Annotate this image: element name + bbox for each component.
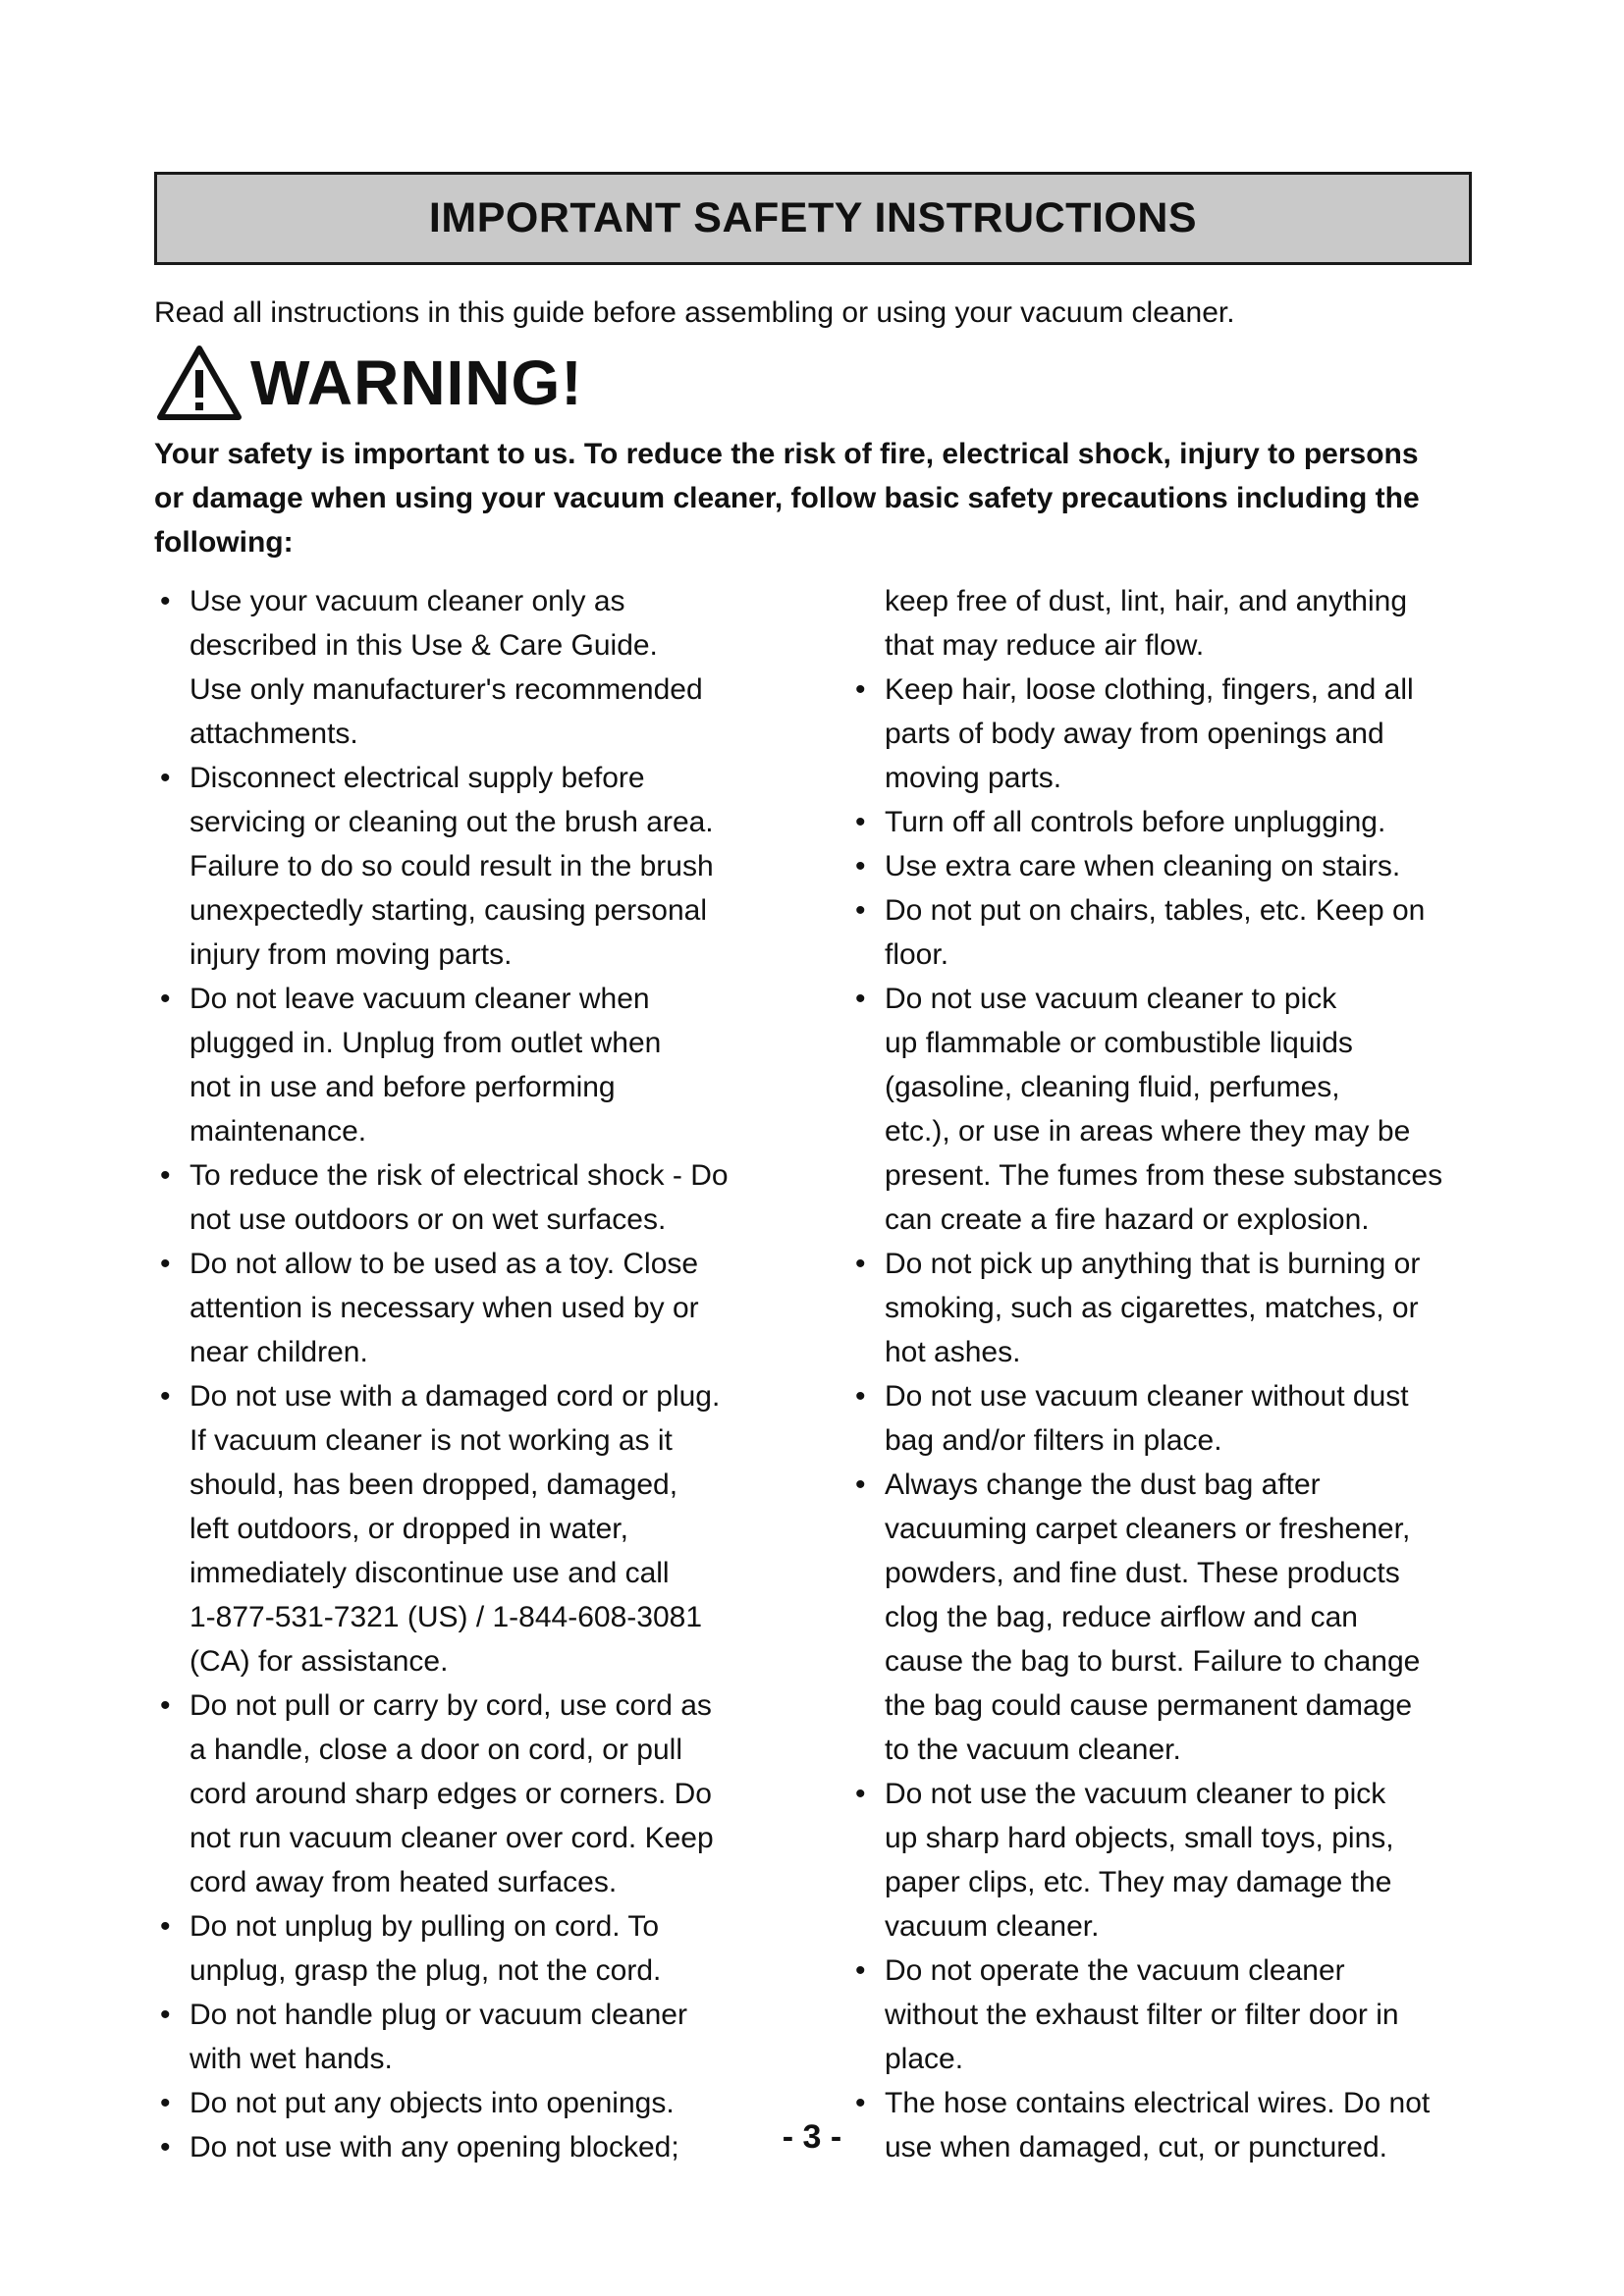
instruction-line: 1-877-531-7321 (US) / 1-844-608-3081 bbox=[189, 1601, 702, 1633]
warning-label: WARNING! bbox=[250, 347, 583, 418]
right-instruction-column bbox=[849, 579, 1488, 2169]
left-instruction-column bbox=[154, 579, 792, 2169]
instruction-item bbox=[849, 977, 1488, 1242]
instruction-item bbox=[154, 1153, 792, 1242]
instruction-line: unplug, grasp the plug, not the cord. bbox=[189, 1954, 662, 1987]
instruction-line: cord around sharp edges or corners. Do bbox=[189, 1778, 712, 1810]
instruction-item bbox=[849, 844, 1488, 888]
instruction-line: Do not put any objects into openings. bbox=[189, 2087, 675, 2119]
instruction-line: up flammable or combustible liquids bbox=[885, 1027, 1353, 1059]
instruction-line: the bag could cause permanent damage bbox=[885, 1689, 1413, 1722]
safety-line: Your safety is important to us. To reduce the risk of fire, electrical shock, injury to persons bbox=[154, 438, 1419, 470]
instruction-line: Disconnect electrical supply before bbox=[189, 762, 645, 794]
bullet-icon: • bbox=[855, 1778, 866, 1810]
bullet-icon: • bbox=[160, 983, 171, 1015]
right-instruction-list bbox=[849, 667, 1488, 2169]
instruction-line: with wet hands. bbox=[189, 2043, 393, 2075]
instruction-line: Use only manufacturer's recommended bbox=[189, 673, 703, 706]
instruction-line: hot ashes. bbox=[885, 1336, 1021, 1368]
bullet-icon: • bbox=[160, 1910, 171, 1943]
instruction-line: vacuum cleaner. bbox=[885, 1910, 1100, 1943]
safety-line: following: bbox=[154, 526, 294, 559]
instruction-line: Use extra care when cleaning on stairs. bbox=[885, 850, 1401, 882]
instruction-item bbox=[849, 667, 1488, 800]
instruction-line: Do not use vacuum cleaner without dust bbox=[885, 1380, 1409, 1413]
instruction-line: Do not pull or carry by cord, use cord as bbox=[189, 1689, 712, 1722]
instruction-line: paper clips, etc. They may damage the bbox=[885, 1866, 1392, 1898]
instruction-line: Do not operate the vacuum cleaner bbox=[885, 1954, 1345, 1987]
bullet-icon: • bbox=[160, 1999, 171, 2031]
instruction-line: Failure to do so could result in the brush bbox=[189, 850, 714, 882]
instruction-line: not run vacuum cleaner over cord. Keep bbox=[189, 1822, 714, 1854]
continued-item bbox=[849, 579, 1488, 667]
instruction-line: that may reduce air flow. bbox=[885, 629, 1205, 662]
instruction-line: (gasoline, cleaning fluid, perfumes, bbox=[885, 1071, 1340, 1103]
instruction-line: attachments. bbox=[189, 718, 358, 750]
instruction-line: left outdoors, or dropped in water, bbox=[189, 1513, 628, 1545]
instruction-line: keep free of dust, lint, hair, and anything bbox=[885, 585, 1408, 617]
bullet-icon: • bbox=[855, 1468, 866, 1501]
safety-statement bbox=[154, 432, 1475, 564]
instruction-line: Always change the dust bag after bbox=[885, 1468, 1321, 1501]
bullet-icon: • bbox=[855, 806, 866, 838]
instruction-line: Turn off all controls before unplugging. bbox=[885, 806, 1386, 838]
instruction-line: a handle, close a door on cord, or pull bbox=[189, 1734, 682, 1766]
instruction-line: To reduce the risk of electrical shock - Do bbox=[189, 1159, 729, 1192]
instruction-line: not use outdoors or on wet surfaces. bbox=[189, 1203, 667, 1236]
bullet-icon: • bbox=[160, 1380, 171, 1413]
instruction-item bbox=[849, 1242, 1488, 1374]
instruction-line: use when damaged, cut, or punctured. bbox=[885, 2131, 1387, 2163]
instruction-line: should, has been dropped, damaged, bbox=[189, 1468, 678, 1501]
instruction-line: (CA) for assistance. bbox=[189, 1645, 449, 1678]
instruction-line: Do not pick up anything that is burning or bbox=[885, 1248, 1421, 1280]
bullet-icon: • bbox=[855, 2087, 866, 2119]
instruction-item bbox=[154, 1374, 792, 1683]
instruction-item bbox=[154, 579, 792, 756]
instruction-line: Do not put on chairs, tables, etc. Keep on bbox=[885, 894, 1426, 927]
instruction-line: etc.), or use in areas where they may be bbox=[885, 1115, 1411, 1148]
instruction-line: cord away from heated surfaces. bbox=[189, 1866, 618, 1898]
instruction-item bbox=[849, 888, 1488, 977]
instruction-line: present. The fumes from these substances bbox=[885, 1159, 1443, 1192]
instruction-line: If vacuum cleaner is not working as it bbox=[189, 1424, 673, 1457]
instruction-line: not in use and before performing bbox=[189, 1071, 616, 1103]
instruction-item bbox=[154, 1683, 792, 1904]
instruction-line: described in this Use & Care Guide. bbox=[189, 629, 658, 662]
intro-text: Read all instructions in this guide before assembling or using your vacuum cleaner. bbox=[154, 296, 1235, 329]
instruction-line: up sharp hard objects, small toys, pins, bbox=[885, 1822, 1394, 1854]
instruction-line: Keep hair, loose clothing, fingers, and all bbox=[885, 673, 1414, 706]
instruction-line: The hose contains electrical wires. Do not bbox=[885, 2087, 1431, 2119]
bullet-icon: • bbox=[855, 1248, 866, 1280]
bullet-icon: • bbox=[855, 983, 866, 1015]
warning-triangle-icon bbox=[154, 343, 244, 423]
bullet-icon: • bbox=[160, 2087, 171, 2119]
safety-line: or damage when using your vacuum cleaner, follow basic safety precautions including the bbox=[154, 482, 1420, 514]
instruction-item bbox=[154, 1904, 792, 1993]
bullet-icon: • bbox=[160, 2131, 171, 2163]
instruction-line: Do not unplug by pulling on cord. To bbox=[189, 1910, 660, 1943]
bullet-icon: • bbox=[855, 1954, 866, 1987]
page-number: - 3 - bbox=[782, 2118, 842, 2156]
instruction-item bbox=[849, 1463, 1488, 1772]
instruction-item bbox=[849, 800, 1488, 844]
instruction-item bbox=[849, 1949, 1488, 2081]
bullet-icon: • bbox=[855, 673, 866, 706]
instruction-line: plugged in. Unplug from outlet when bbox=[189, 1027, 662, 1059]
instruction-line: injury from moving parts. bbox=[189, 938, 513, 971]
instruction-line: powders, and fine dust. These products bbox=[885, 1557, 1400, 1589]
instruction-line: Do not use with a damaged cord or plug. bbox=[189, 1380, 721, 1413]
instruction-line: immediately discontinue use and call bbox=[189, 1557, 670, 1589]
instruction-item bbox=[154, 1242, 792, 1374]
title-banner bbox=[154, 172, 1472, 265]
instruction-line: near children. bbox=[189, 1336, 368, 1368]
instruction-line: place. bbox=[885, 2043, 964, 2075]
bullet-icon: • bbox=[160, 1248, 171, 1280]
instruction-line: Do not leave vacuum cleaner when bbox=[189, 983, 650, 1015]
instruction-line: parts of body away from openings and bbox=[885, 718, 1384, 750]
instruction-line: moving parts. bbox=[885, 762, 1062, 794]
bullet-icon: • bbox=[855, 850, 866, 882]
bullet-icon: • bbox=[855, 894, 866, 927]
instruction-line: smoking, such as cigarettes, matches, or bbox=[885, 1292, 1419, 1324]
bullet-icon: • bbox=[855, 1380, 866, 1413]
instruction-line: without the exhaust filter or filter door in bbox=[885, 1999, 1399, 2031]
instruction-item bbox=[154, 977, 792, 1153]
bullet-icon: • bbox=[160, 1159, 171, 1192]
instruction-line: to the vacuum cleaner. bbox=[885, 1734, 1181, 1766]
instruction-line: attention is necessary when used by or bbox=[189, 1292, 699, 1324]
instruction-line: Do not allow to be used as a toy. Close bbox=[189, 1248, 699, 1280]
instruction-item bbox=[154, 756, 792, 977]
bullet-icon: • bbox=[160, 585, 171, 617]
instruction-item bbox=[154, 1993, 792, 2081]
instruction-line: cause the bag to burst. Failure to change bbox=[885, 1645, 1421, 1678]
instruction-item bbox=[849, 1772, 1488, 1949]
bullet-icon: • bbox=[160, 762, 171, 794]
instruction-line: unexpectedly starting, causing personal bbox=[189, 894, 707, 927]
instruction-item bbox=[849, 1374, 1488, 1463]
instruction-line: vacuuming carpet cleaners or freshener, bbox=[885, 1513, 1411, 1545]
instruction-line: Use your vacuum cleaner only as bbox=[189, 585, 625, 617]
page-title: IMPORTANT SAFETY INSTRUCTIONS bbox=[428, 194, 1198, 241]
instruction-line: Do not use the vacuum cleaner to pick bbox=[885, 1778, 1386, 1810]
instruction-line: Do not use with any opening blocked; bbox=[189, 2131, 679, 2163]
instruction-line: floor. bbox=[885, 938, 949, 971]
instruction-line: bag and/or filters in place. bbox=[885, 1424, 1222, 1457]
instruction-line: Do not handle plug or vacuum cleaner bbox=[189, 1999, 687, 2031]
instruction-line: servicing or cleaning out the brush area. bbox=[189, 806, 714, 838]
instruction-line: Do not use vacuum cleaner to pick bbox=[885, 983, 1337, 1015]
instruction-line: maintenance. bbox=[189, 1115, 367, 1148]
bullet-icon: • bbox=[160, 1689, 171, 1722]
instruction-line: clog the bag, reduce airflow and can bbox=[885, 1601, 1358, 1633]
instruction-line: can create a fire hazard or explosion. bbox=[885, 1203, 1370, 1236]
warning-heading bbox=[154, 334, 583, 432]
